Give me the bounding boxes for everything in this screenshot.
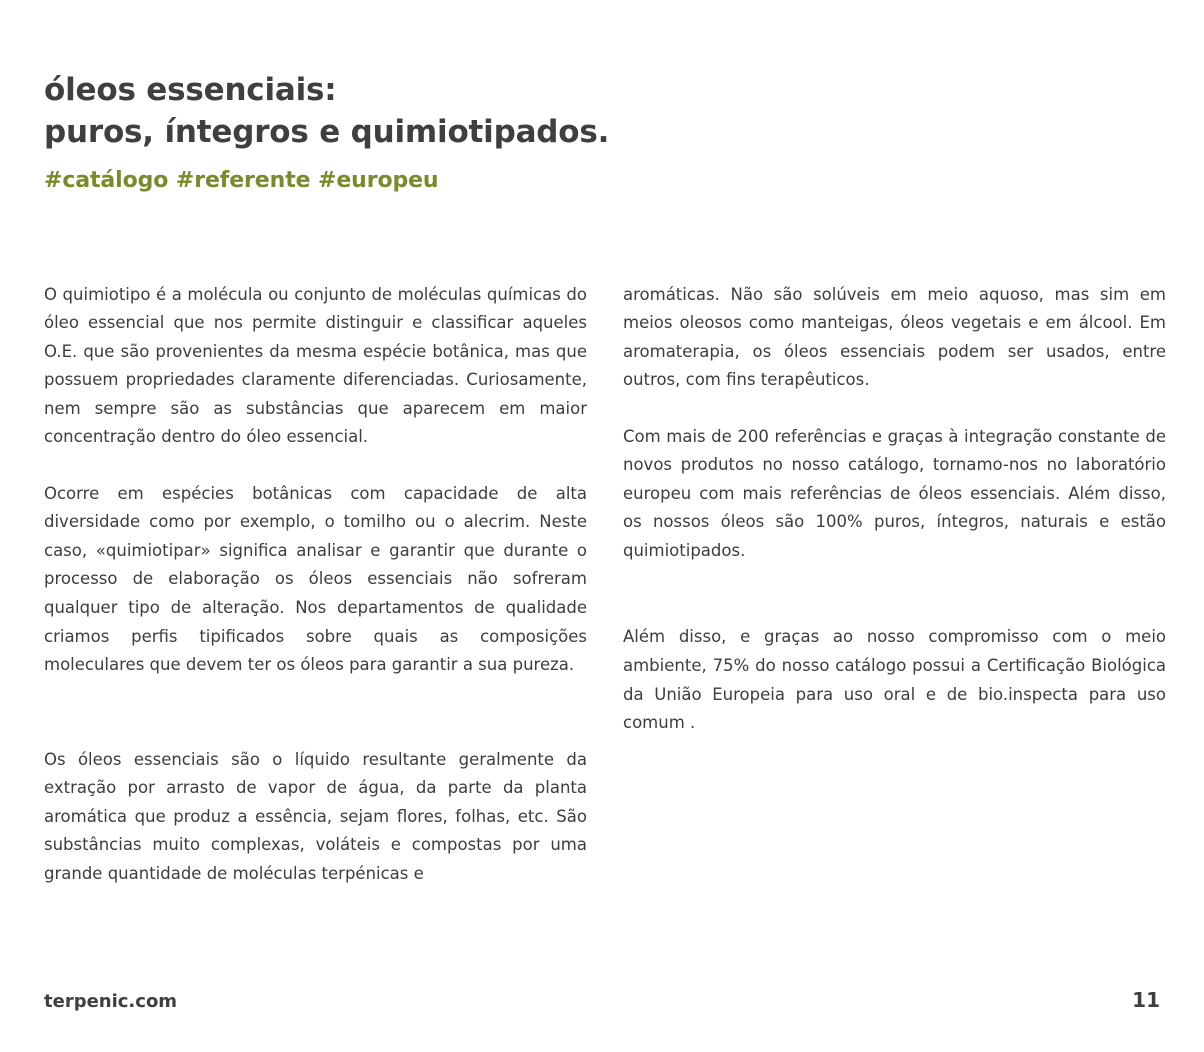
left-column bbox=[44, 281, 587, 889]
paragraph: Os óleos essenciais são o líquido resultante geralmente da extração por arrasto de vapor de água, da parte da planta aromática que produz a essência, sejam flores, folhas, etc. São substâncias muito complexas, voláteis e compostas por uma grande quantidade de moléculas terpénicas e bbox=[44, 749, 587, 883]
paragraph: Com mais de 200 referências e graças à integração constante de novos produtos no nosso catálogo, tornamo-nos no laboratório europeu com mais referências de óleos essenciais. Além disso, os nossos óleos são 100% puros, íntegros, naturais e estão quimiotipados. bbox=[623, 426, 1166, 560]
page-title-line-1: óleos essenciais: bbox=[44, 72, 337, 108]
page-title-line-2: puros, íntegros e quimiotipados. bbox=[44, 113, 610, 150]
paragraph: O quimiotipo é a molécula ou conjunto de moléculas químicas do óleo essencial que nos permite distinguir e classificar aqueles O.E. que são provenientes da mesma espécie botânica, mas que possuem propriedades claramente diferenciadas. Curiosamente, nem sempre são as substâncias que aparecem em maior concentração dentro do óleo essencial. bbox=[44, 284, 587, 447]
footer-website[interactable]: terpenic.com bbox=[44, 991, 178, 1012]
page-header bbox=[44, 70, 1160, 193]
paragraph: aromáticas. Não são solúveis em meio aquoso, mas sim em meios oleosos como manteigas, óleos vegetais e em álcool. Em aromaterapia, os óleos essenciais podem ser usados, entre outros, com fins terapêuticos. bbox=[623, 284, 1166, 390]
page-footer bbox=[44, 988, 1160, 1012]
paragraph: Além disso, e graças ao nosso compromisso com o meio ambiente, 75% do nosso catálogo possui a Certificação Biológica da União Europeia para uso oral e de bio.inspecta para uso comum . bbox=[623, 627, 1166, 733]
right-column bbox=[623, 281, 1166, 889]
page-hashtags: #catálogo #referente #europeu bbox=[44, 167, 439, 193]
two-column-body bbox=[44, 281, 1166, 889]
paragraph: Ocorre em espécies botânicas com capacidade de alta diversidade como por exemplo, o tomilho ou o alecrim. Neste caso, «quimiotipar» significa analisar e garantir que durante o processo de elaboração os óleos essenciais não sofreram qualquer tipo de alteração. Nos departamentos de qualidade criamos perfis tipificados sobre quais as composições moleculares que devem ter os óleos para garantir a sua pureza. bbox=[44, 483, 587, 675]
footer-page-number: 11 bbox=[1132, 988, 1160, 1012]
